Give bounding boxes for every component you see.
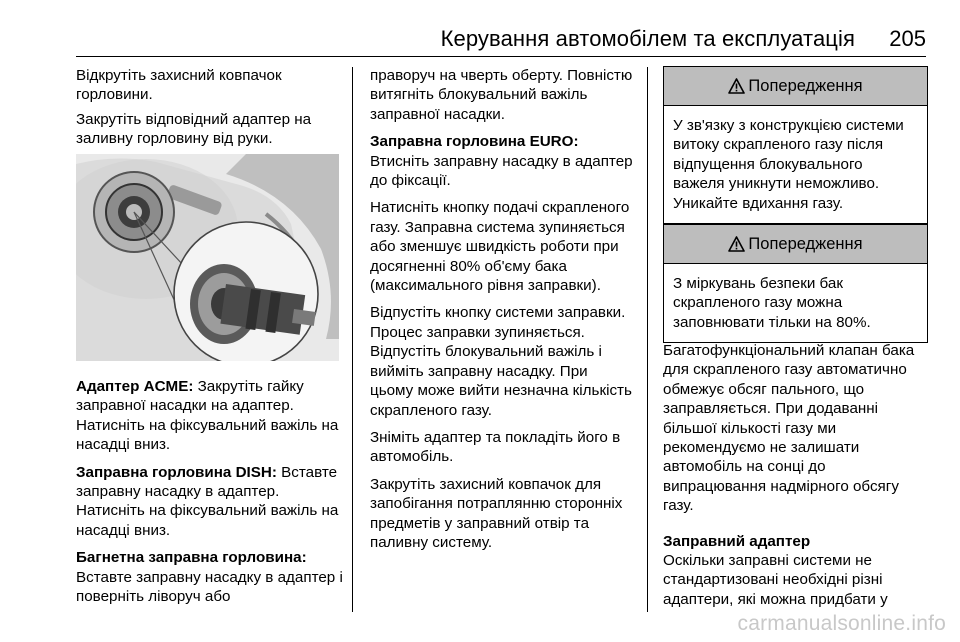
column-divider-2 bbox=[647, 67, 648, 612]
warning-box-1 bbox=[663, 66, 928, 224]
text-acme-adapter: Закрутіть гайку заправної насадки на адаптер. Натисніть на фіксувальний важіль на насадці вниз. bbox=[76, 378, 339, 454]
paragraph-release-button: Відпустіть кнопку системи заправки. Процес заправки зупиняється. Відпустіть блокувальний важіль і вийміть заправну насадку. При цьому може вийти незначна кількість скрапленого газу. bbox=[370, 304, 632, 419]
page-header-title: Керування автомобілем та експлуатація bbox=[440, 26, 855, 51]
lpg-adapter-figure bbox=[76, 154, 339, 361]
paragraph-remove-adapter: Зніміть адаптер та покладіть його в автомобіль. bbox=[370, 428, 621, 466]
column-3-lower bbox=[663, 341, 931, 617]
paragraph-multifunction-valve: Багатофункціональний клапан бака для скрапленого газу автоматично обмежує обсяг пального, що заправляється. При додаванні більшої кількості газу ми рекомендуємо не залишати автомобіль на сонці до випрацювання надмірного обсягу газу. bbox=[663, 342, 915, 515]
watermark: carmanualsonline.info bbox=[737, 612, 946, 635]
column-divider-1 bbox=[352, 67, 353, 612]
paragraph-acme bbox=[76, 377, 348, 455]
warning-triangle-icon bbox=[728, 236, 745, 252]
label-dish: Заправна горловина DISH: bbox=[76, 463, 277, 481]
paragraph-screw-cap: Закрутіть захисний ковпачок для запобігання потраплянню сторонніх предметів у заправний отвір та паливну систему. bbox=[370, 475, 623, 551]
warning-box-2-title: Попередження bbox=[748, 234, 863, 253]
column-1-lower bbox=[76, 377, 348, 614]
warning-box-2-header bbox=[664, 225, 927, 264]
section-filler-adapter bbox=[663, 532, 931, 610]
paragraph-press-button: Натисніть кнопку подачі скрапленого газу. Заправна система зупиняється або зменшує швидкість роботи при досягненні 80% об'єму бака (максимального рівня заправки). bbox=[370, 199, 630, 295]
paragraph-quarter-turn: праворуч на чверть оберту. Повністю витягніть блокувальний важіль заправної насадки. bbox=[370, 67, 633, 123]
text-dish: Вставте заправну насадку в адаптер. Натисніть на фіксувальний важіль на насадці вниз. bbox=[76, 463, 339, 539]
label-euro: Заправна горловина EURO: bbox=[370, 133, 579, 151]
header-rule bbox=[76, 56, 926, 57]
lpg-adapter-illustration bbox=[76, 154, 339, 361]
warning-triangle-icon bbox=[728, 78, 745, 94]
text-filler-adapter: Оскільки заправні системи не стандартизовані необхідні різні адаптери, які можна придбати у bbox=[663, 552, 888, 608]
warning-box-2-text: З міркувань безпеки бак скрапленого газу можна заповнювати тільки на 80%. bbox=[673, 275, 871, 331]
label-acme-adapter: Адаптер ACME: bbox=[76, 378, 194, 395]
page-number: 205 bbox=[889, 26, 926, 51]
paragraph-remove-cap: Відкрутіть захисний ковпачок горловини. bbox=[76, 67, 282, 104]
page-header bbox=[0, 0, 960, 58]
label-bayonet: Багнетна заправна горловина: bbox=[76, 549, 307, 567]
paragraph-bayonet bbox=[76, 548, 348, 606]
column-1 bbox=[76, 66, 346, 157]
text-bayonet: Вставте заправну насадку в адаптер і поверніть ліворуч або bbox=[76, 568, 343, 606]
paragraph-dish bbox=[76, 463, 348, 541]
warning-box-1-header bbox=[664, 67, 927, 106]
paragraph-euro bbox=[370, 132, 635, 190]
paragraph-screw-adapter: Закрутіть відповідний адаптер на заливну горловину від руки. bbox=[76, 110, 312, 148]
warning-box-1-text: У зв'язку з конструкцією системи витоку скрапленого газу після відпущення блокувального важеля уникнути неможливо. Уникайте вдихання газу. bbox=[673, 117, 904, 212]
heading-filler-adapter: Заправний адаптер bbox=[663, 532, 811, 550]
warning-box-2 bbox=[663, 224, 928, 343]
text-euro: Втисніть заправну насадку в адаптер до фіксації. bbox=[370, 152, 633, 190]
warning-box-1-title: Попередження bbox=[748, 76, 863, 95]
column-2 bbox=[370, 66, 635, 560]
